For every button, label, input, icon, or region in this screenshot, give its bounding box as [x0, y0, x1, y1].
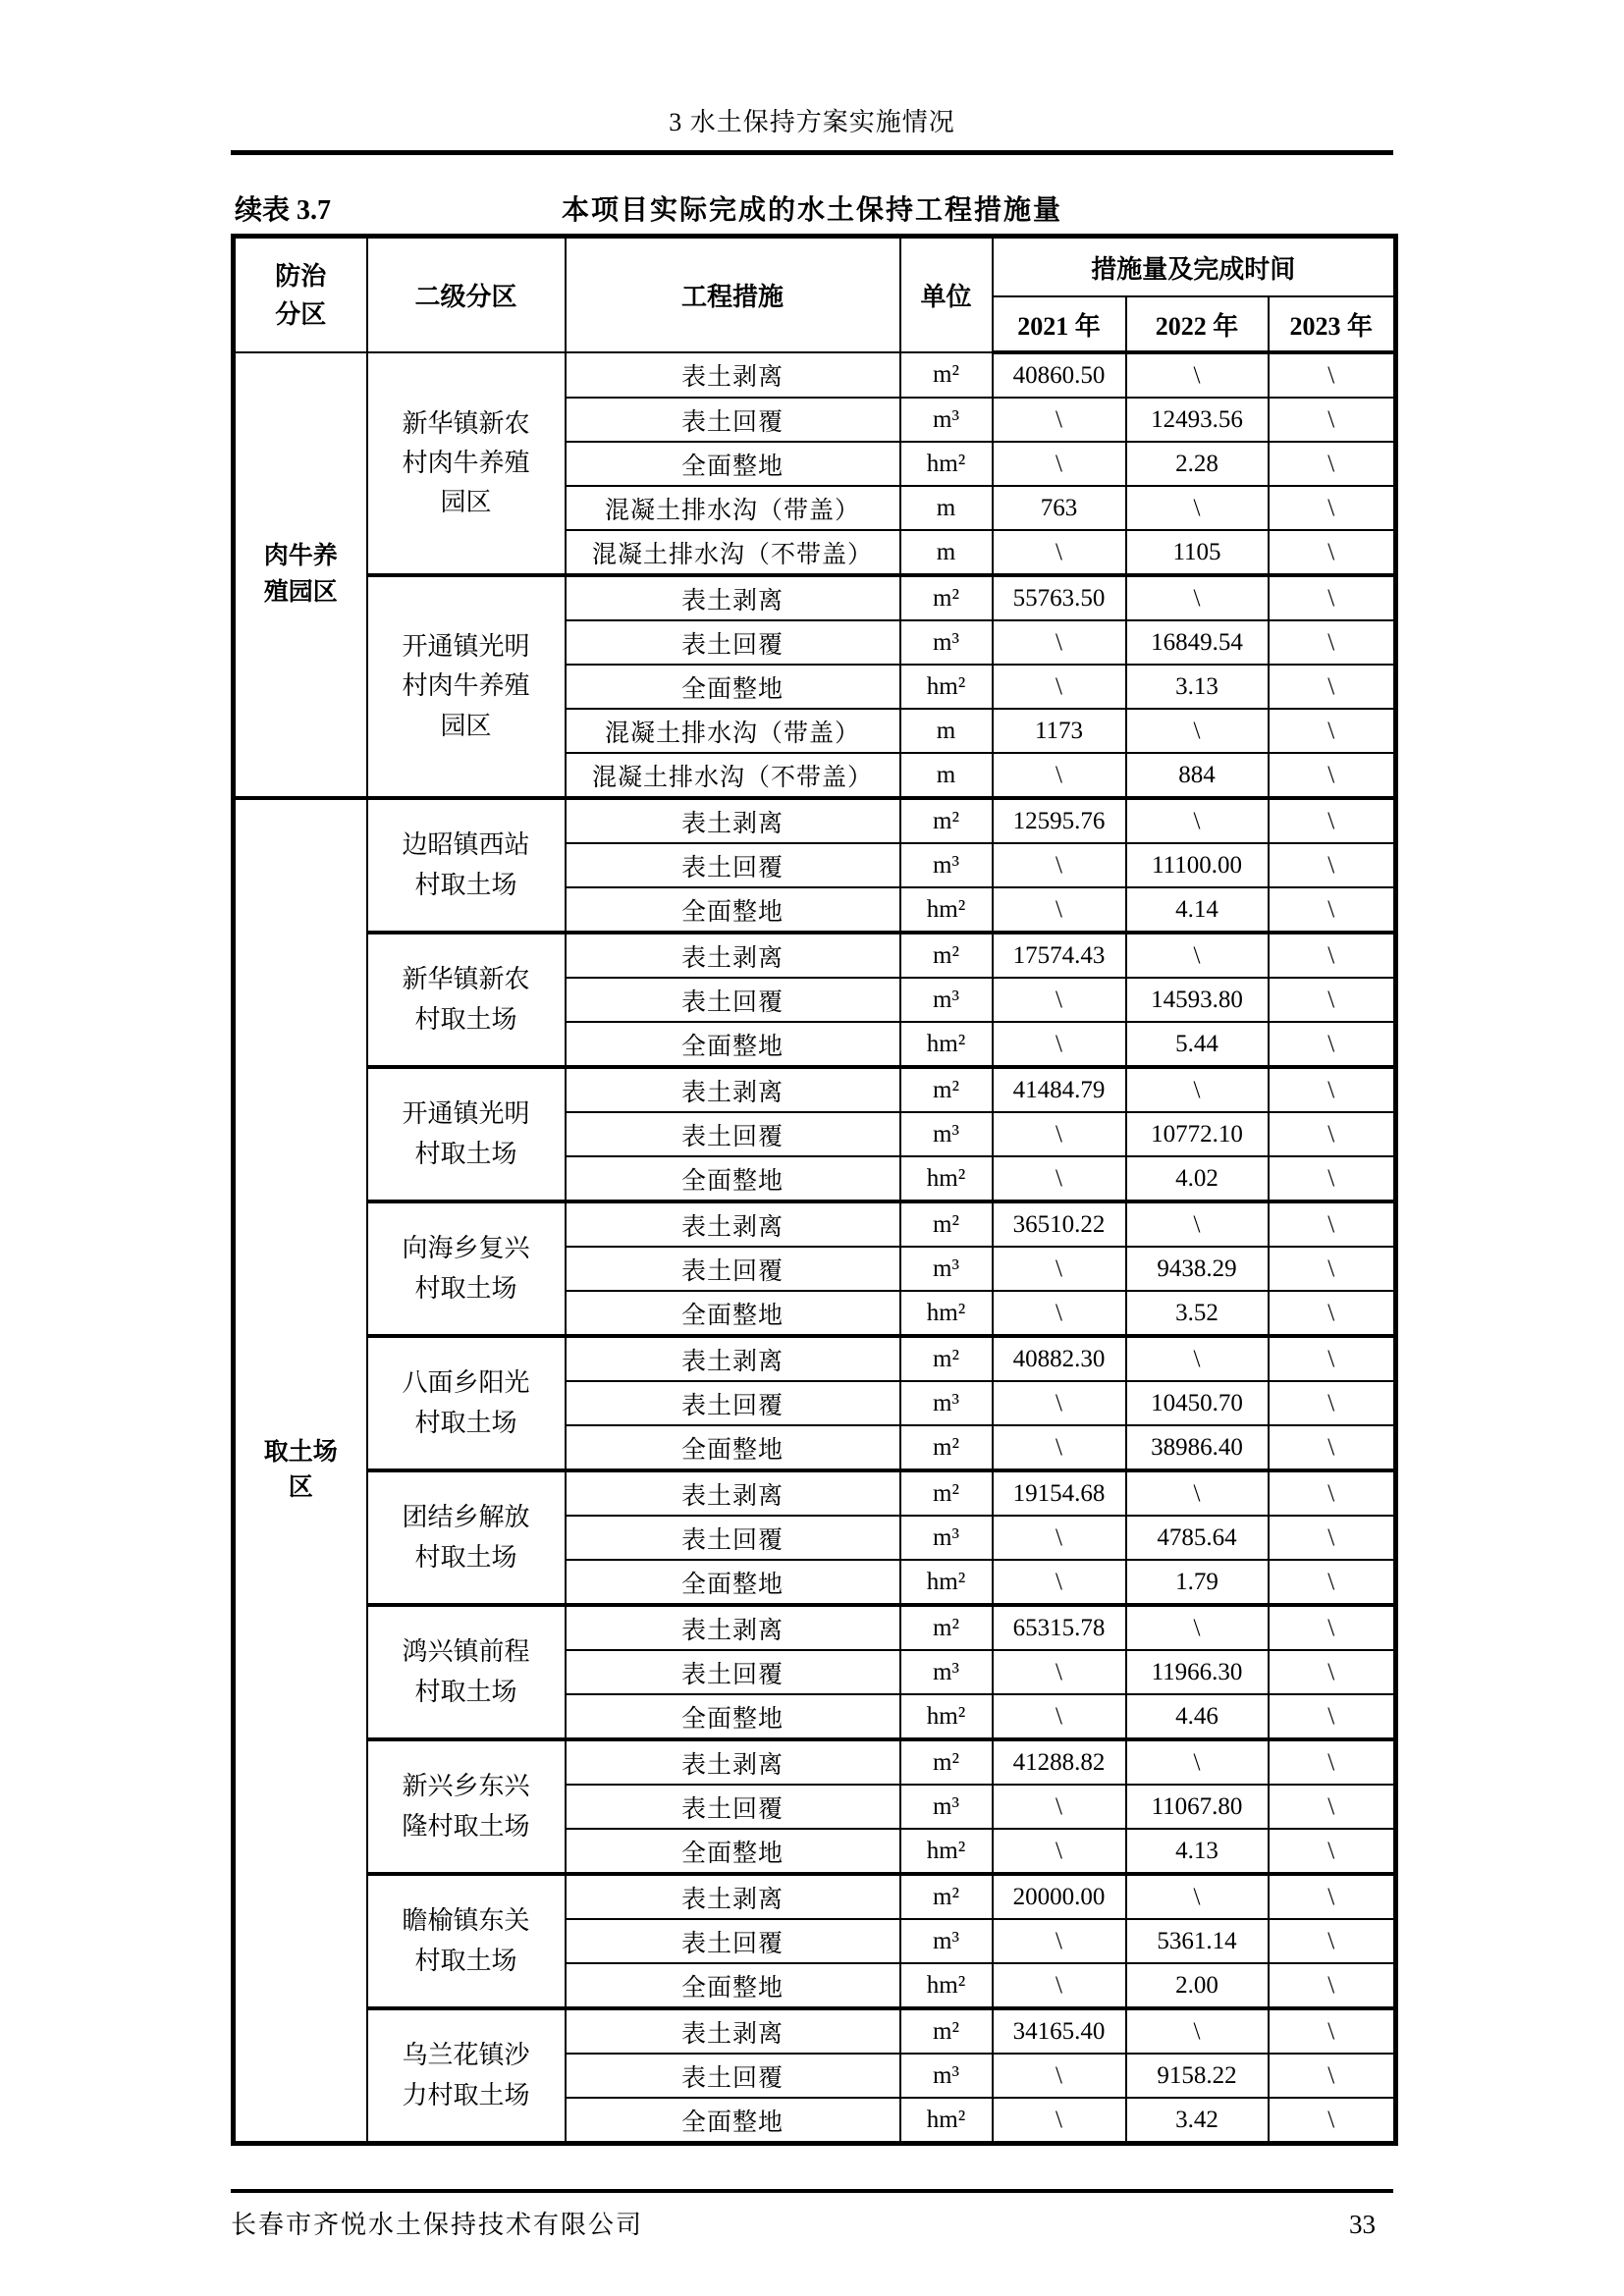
- unit-cell: m³: [900, 398, 993, 442]
- unit-cell: m³: [900, 2054, 993, 2098]
- value-cell-2021: \: [993, 843, 1126, 887]
- value-cell-2022: \: [1126, 575, 1269, 620]
- measure-cell: 混凝土排水沟（不带盖）: [566, 530, 900, 575]
- table-header: [234, 237, 1396, 353]
- value-cell-2023: \: [1269, 1829, 1396, 1874]
- value-cell-2022: 1.79: [1126, 1560, 1269, 1605]
- value-cell-2022: 1105: [1126, 530, 1269, 575]
- unit-cell: m²: [900, 1874, 993, 1919]
- value-cell-2021: \: [993, 1650, 1126, 1694]
- value-cell-2022: 10450.70: [1126, 1381, 1269, 1425]
- value-cell-2022: 3.13: [1126, 665, 1269, 709]
- footer-company-name: 长春市齐悦水土保持技术有限公司: [231, 2211, 644, 2239]
- value-cell-2022: \: [1126, 933, 1269, 978]
- unit-cell: m: [900, 486, 993, 530]
- subzone-cell: [367, 352, 566, 575]
- value-cell-2023: \: [1269, 1694, 1396, 1739]
- table-row: [234, 1470, 1396, 1516]
- value-cell-2021: \: [993, 1785, 1126, 1829]
- value-cell-2023: \: [1269, 442, 1396, 486]
- unit-cell: m³: [900, 1919, 993, 1963]
- unit-cell: m²: [900, 1605, 993, 1650]
- measure-cell: 表土回覆: [566, 1247, 900, 1291]
- unit-cell: m²: [900, 1739, 993, 1785]
- subzone-cell: [367, 575, 566, 798]
- value-cell-2021: \: [993, 1381, 1126, 1425]
- measure-cell: 全面整地: [566, 1425, 900, 1470]
- value-cell-2023: \: [1269, 1425, 1396, 1470]
- value-cell-2023: \: [1269, 1516, 1396, 1560]
- measure-cell: 表土回覆: [566, 1919, 900, 1963]
- measure-cell: 表土回覆: [566, 1381, 900, 1425]
- value-cell-2023: \: [1269, 1381, 1396, 1425]
- unit-cell: m: [900, 709, 993, 753]
- value-cell-2023: \: [1269, 1919, 1396, 1963]
- value-cell-2022: 4.46: [1126, 1694, 1269, 1739]
- page-footer: [231, 2189, 1393, 2241]
- table-row: [234, 1336, 1396, 1381]
- value-cell-2021: \: [993, 1425, 1126, 1470]
- value-cell-2021: 17574.43: [993, 933, 1126, 978]
- value-cell-2022: \: [1126, 798, 1269, 843]
- table-row: [234, 2008, 1396, 2054]
- measure-cell: 表土剥离: [566, 1470, 900, 1516]
- measure-cell: 全面整地: [566, 1156, 900, 1201]
- measure-cell: 表土剥离: [566, 2008, 900, 2054]
- subzone-label: 八面乡阳光村取土场: [402, 1368, 530, 1437]
- value-cell-2023: \: [1269, 1067, 1396, 1112]
- value-cell-2022: 884: [1126, 753, 1269, 798]
- unit-cell: m³: [900, 1650, 993, 1694]
- unit-cell: m²: [900, 1470, 993, 1516]
- measure-cell: 全面整地: [566, 665, 900, 709]
- table-row: [234, 1605, 1396, 1650]
- measure-cell: 表土剥离: [566, 1067, 900, 1112]
- value-cell-2022: 9438.29: [1126, 1247, 1269, 1291]
- measure-cell: 全面整地: [566, 1963, 900, 2008]
- measure-cell: 全面整地: [566, 1022, 900, 1067]
- value-cell-2023: \: [1269, 1650, 1396, 1694]
- value-cell-2022: 11966.30: [1126, 1650, 1269, 1694]
- value-cell-2021: \: [993, 753, 1126, 798]
- unit-cell: m³: [900, 620, 993, 665]
- subzone-cell: [367, 2008, 566, 2144]
- value-cell-2022: \: [1126, 1201, 1269, 1247]
- measure-cell: 表土回覆: [566, 1516, 900, 1560]
- value-cell-2021: \: [993, 1829, 1126, 1874]
- subzone-cell: [367, 1470, 566, 1605]
- measure-cell: 表土剥离: [566, 1739, 900, 1785]
- value-cell-2022: 10772.10: [1126, 1112, 1269, 1156]
- value-cell-2022: \: [1126, 1874, 1269, 1919]
- value-cell-2022: 4.13: [1126, 1829, 1269, 1874]
- value-cell-2023: \: [1269, 1022, 1396, 1067]
- value-cell-2021: \: [993, 1694, 1126, 1739]
- unit-cell: m³: [900, 1112, 993, 1156]
- unit-cell: hm²: [900, 1560, 993, 1605]
- measure-cell: 表土剥离: [566, 1874, 900, 1919]
- subzone-label: 新华镇新农村取土场: [402, 965, 530, 1034]
- value-cell-2023: \: [1269, 843, 1396, 887]
- value-cell-2021: 55763.50: [993, 575, 1126, 620]
- measure-cell: 表土回覆: [566, 620, 900, 665]
- subzone-label: 开通镇光明村肉牛养殖园区: [402, 632, 530, 740]
- value-cell-2023: \: [1269, 1470, 1396, 1516]
- value-cell-2023: \: [1269, 530, 1396, 575]
- value-cell-2021: 12595.76: [993, 798, 1126, 843]
- unit-cell: hm²: [900, 1022, 993, 1067]
- value-cell-2022: \: [1126, 1605, 1269, 1650]
- subzone-label: 向海乡复兴村取土场: [402, 1234, 530, 1303]
- measure-cell: 全面整地: [566, 442, 900, 486]
- unit-cell: hm²: [900, 1829, 993, 1874]
- value-cell-2021: \: [993, 2054, 1126, 2098]
- measure-cell: 表土回覆: [566, 978, 900, 1022]
- value-cell-2021: \: [993, 1156, 1126, 1201]
- value-cell-2022: 38986.40: [1126, 1425, 1269, 1470]
- value-cell-2022: \: [1126, 1470, 1269, 1516]
- measure-cell: 全面整地: [566, 1829, 900, 1874]
- zone-cell: [234, 352, 367, 798]
- table-caption: [231, 188, 1393, 228]
- header-year-2023: 2023 年: [1269, 296, 1396, 352]
- value-cell-2021: \: [993, 1919, 1126, 1963]
- unit-cell: m³: [900, 1381, 993, 1425]
- unit-cell: hm²: [900, 442, 993, 486]
- value-cell-2022: \: [1126, 1336, 1269, 1381]
- value-cell-2021: \: [993, 1247, 1126, 1291]
- unit-cell: m: [900, 530, 993, 575]
- unit-cell: m²: [900, 1067, 993, 1112]
- value-cell-2021: 1173: [993, 709, 1126, 753]
- table-row: [234, 1874, 1396, 1919]
- unit-cell: hm²: [900, 665, 993, 709]
- subzone-cell: [367, 1067, 566, 1201]
- header-year-2022: 2022 年: [1126, 296, 1269, 352]
- value-cell-2021: \: [993, 665, 1126, 709]
- value-cell-2023: \: [1269, 1291, 1396, 1336]
- value-cell-2021: \: [993, 1112, 1126, 1156]
- zone-label: 取土场区: [263, 1438, 338, 1501]
- table-row: [234, 575, 1396, 620]
- value-cell-2021: 19154.68: [993, 1470, 1126, 1516]
- value-cell-2022: \: [1126, 1067, 1269, 1112]
- value-cell-2022: 4.14: [1126, 887, 1269, 933]
- value-cell-2021: 36510.22: [993, 1201, 1126, 1247]
- value-cell-2022: 3.42: [1126, 2098, 1269, 2144]
- value-cell-2022: 4.02: [1126, 1156, 1269, 1201]
- value-cell-2021: \: [993, 1022, 1126, 1067]
- measure-cell: 表土剥离: [566, 1336, 900, 1381]
- measure-cell: 表土剥离: [566, 1605, 900, 1650]
- value-cell-2023: \: [1269, 1112, 1396, 1156]
- measure-cell: 表土回覆: [566, 1112, 900, 1156]
- measure-cell: 全面整地: [566, 887, 900, 933]
- unit-cell: m²: [900, 1201, 993, 1247]
- measure-cell: 表土剥离: [566, 352, 900, 398]
- value-cell-2023: \: [1269, 933, 1396, 978]
- value-cell-2022: \: [1126, 709, 1269, 753]
- unit-cell: m²: [900, 575, 993, 620]
- unit-cell: m²: [900, 798, 993, 843]
- unit-cell: m²: [900, 352, 993, 398]
- subzone-label: 开通镇光明村取土场: [402, 1099, 530, 1168]
- value-cell-2022: 11067.80: [1126, 1785, 1269, 1829]
- header-subzone: 二级分区: [367, 237, 566, 353]
- value-cell-2021: \: [993, 442, 1126, 486]
- subzone-label: 瞻榆镇东关村取土场: [402, 1906, 530, 1975]
- unit-cell: m³: [900, 978, 993, 1022]
- measure-cell: 表土剥离: [566, 575, 900, 620]
- value-cell-2021: 34165.40: [993, 2008, 1126, 2054]
- unit-cell: m³: [900, 1247, 993, 1291]
- value-cell-2022: 14593.80: [1126, 978, 1269, 1022]
- measure-cell: 全面整地: [566, 1560, 900, 1605]
- value-cell-2023: \: [1269, 1739, 1396, 1785]
- zone-cell: [234, 798, 367, 2144]
- unit-cell: m³: [900, 1516, 993, 1560]
- measures-table: [231, 234, 1398, 2146]
- value-cell-2021: \: [993, 1963, 1126, 2008]
- subzone-cell: [367, 1874, 566, 2008]
- subzone-label: 鸿兴镇前程村取土场: [402, 1637, 530, 1706]
- value-cell-2021: 763: [993, 486, 1126, 530]
- unit-cell: hm²: [900, 1156, 993, 1201]
- table-row: [234, 1201, 1396, 1247]
- value-cell-2022: 12493.56: [1126, 398, 1269, 442]
- value-cell-2022: 16849.54: [1126, 620, 1269, 665]
- header-quantity-group: 措施量及完成时间: [993, 237, 1396, 297]
- value-cell-2021: 20000.00: [993, 1874, 1126, 1919]
- table-caption-label: 续表 3.7: [235, 195, 332, 226]
- value-cell-2023: \: [1269, 1963, 1396, 2008]
- value-cell-2023: \: [1269, 1785, 1396, 1829]
- value-cell-2021: \: [993, 1560, 1126, 1605]
- table-row: [234, 352, 1396, 398]
- header-zone-label: 防治分区: [275, 261, 327, 329]
- value-cell-2022: \: [1126, 486, 1269, 530]
- unit-cell: hm²: [900, 1291, 993, 1336]
- header-rule: [231, 150, 1393, 155]
- page-header-title: 3 水土保持方案实施情况: [669, 108, 955, 136]
- subzone-cell: [367, 798, 566, 933]
- value-cell-2022: 4785.64: [1126, 1516, 1269, 1560]
- value-cell-2023: \: [1269, 486, 1396, 530]
- subzone-label: 乌兰花镇沙力村取土场: [402, 2041, 530, 2109]
- table-caption-title: 本项目实际完成的水土保持工程措施量: [561, 195, 1062, 226]
- value-cell-2021: \: [993, 978, 1126, 1022]
- subzone-label: 新华镇新农村肉牛养殖园区: [402, 408, 530, 517]
- value-cell-2023: \: [1269, 887, 1396, 933]
- measure-cell: 混凝土排水沟（带盖）: [566, 486, 900, 530]
- zone-label: 肉牛养殖园区: [263, 543, 338, 606]
- value-cell-2021: 40882.30: [993, 1336, 1126, 1381]
- measure-cell: 表土剥离: [566, 933, 900, 978]
- unit-cell: hm²: [900, 1963, 993, 2008]
- value-cell-2023: \: [1269, 2098, 1396, 2144]
- value-cell-2022: 3.52: [1126, 1291, 1269, 1336]
- value-cell-2021: \: [993, 530, 1126, 575]
- subzone-cell: [367, 1336, 566, 1470]
- measure-cell: 混凝土排水沟（不带盖）: [566, 753, 900, 798]
- value-cell-2021: \: [993, 398, 1126, 442]
- measure-cell: 全面整地: [566, 1694, 900, 1739]
- unit-cell: m²: [900, 1425, 993, 1470]
- measure-cell: 全面整地: [566, 1291, 900, 1336]
- value-cell-2021: 40860.50: [993, 352, 1126, 398]
- value-cell-2022: 5361.14: [1126, 1919, 1269, 1963]
- subzone-cell: [367, 1201, 566, 1336]
- page-content: [231, 0, 1393, 2241]
- header-measure: 工程措施: [566, 237, 900, 353]
- unit-cell: m²: [900, 1336, 993, 1381]
- subzone-cell: [367, 933, 566, 1067]
- table-row: [234, 1067, 1396, 1112]
- footer-page-number: 33: [1349, 2210, 1376, 2239]
- unit-cell: hm²: [900, 1694, 993, 1739]
- value-cell-2023: \: [1269, 665, 1396, 709]
- value-cell-2023: \: [1269, 620, 1396, 665]
- value-cell-2023: \: [1269, 1560, 1396, 1605]
- table-body: [234, 352, 1396, 2144]
- measure-cell: 表土回覆: [566, 1650, 900, 1694]
- table-row: [234, 1739, 1396, 1785]
- measure-cell: 表土回覆: [566, 2054, 900, 2098]
- value-cell-2023: \: [1269, 398, 1396, 442]
- subzone-cell: [367, 1739, 566, 1874]
- unit-cell: m²: [900, 933, 993, 978]
- subzone-label: 新兴乡东兴隆村取土场: [402, 1772, 530, 1841]
- value-cell-2023: \: [1269, 1874, 1396, 1919]
- value-cell-2021: \: [993, 1291, 1126, 1336]
- value-cell-2023: \: [1269, 1336, 1396, 1381]
- value-cell-2022: 2.00: [1126, 1963, 1269, 2008]
- header-year-2021: 2021 年: [993, 296, 1126, 352]
- value-cell-2021: \: [993, 2098, 1126, 2144]
- value-cell-2022: \: [1126, 1739, 1269, 1785]
- value-cell-2022: \: [1126, 2008, 1269, 2054]
- measure-cell: 表土回覆: [566, 398, 900, 442]
- subzone-label: 边昭镇西站村取土场: [402, 830, 530, 899]
- measure-cell: 表土剥离: [566, 798, 900, 843]
- value-cell-2023: \: [1269, 798, 1396, 843]
- value-cell-2021: 65315.78: [993, 1605, 1126, 1650]
- unit-cell: hm²: [900, 2098, 993, 2144]
- value-cell-2021: 41288.82: [993, 1739, 1126, 1785]
- value-cell-2023: \: [1269, 2054, 1396, 2098]
- value-cell-2023: \: [1269, 1201, 1396, 1247]
- value-cell-2022: 9158.22: [1126, 2054, 1269, 2098]
- value-cell-2021: \: [993, 887, 1126, 933]
- value-cell-2021: \: [993, 620, 1126, 665]
- value-cell-2022: 2.28: [1126, 442, 1269, 486]
- table-row: [234, 798, 1396, 843]
- subzone-label: 团结乡解放村取土场: [402, 1503, 530, 1572]
- value-cell-2023: \: [1269, 978, 1396, 1022]
- unit-cell: m³: [900, 843, 993, 887]
- value-cell-2022: 5.44: [1126, 1022, 1269, 1067]
- unit-cell: hm²: [900, 887, 993, 933]
- value-cell-2023: \: [1269, 1247, 1396, 1291]
- value-cell-2023: \: [1269, 753, 1396, 798]
- unit-cell: m²: [900, 2008, 993, 2054]
- header-unit: 单位: [900, 237, 993, 353]
- measure-cell: 表土剥离: [566, 1201, 900, 1247]
- value-cell-2022: 11100.00: [1126, 843, 1269, 887]
- value-cell-2023: \: [1269, 2008, 1396, 2054]
- value-cell-2023: \: [1269, 575, 1396, 620]
- value-cell-2021: 41484.79: [993, 1067, 1126, 1112]
- unit-cell: m: [900, 753, 993, 798]
- header-zone: [234, 237, 367, 353]
- value-cell-2023: \: [1269, 352, 1396, 398]
- measure-cell: 全面整地: [566, 2098, 900, 2144]
- value-cell-2023: \: [1269, 709, 1396, 753]
- table-row: [234, 933, 1396, 978]
- value-cell-2021: \: [993, 1516, 1126, 1560]
- subzone-cell: [367, 1605, 566, 1739]
- header-row-top: [234, 237, 1396, 297]
- value-cell-2023: \: [1269, 1605, 1396, 1650]
- value-cell-2022: \: [1126, 352, 1269, 398]
- value-cell-2023: \: [1269, 1156, 1396, 1201]
- measure-cell: 表土回覆: [566, 1785, 900, 1829]
- measure-cell: 表土回覆: [566, 843, 900, 887]
- measure-cell: 混凝土排水沟（带盖）: [566, 709, 900, 753]
- unit-cell: m³: [900, 1785, 993, 1829]
